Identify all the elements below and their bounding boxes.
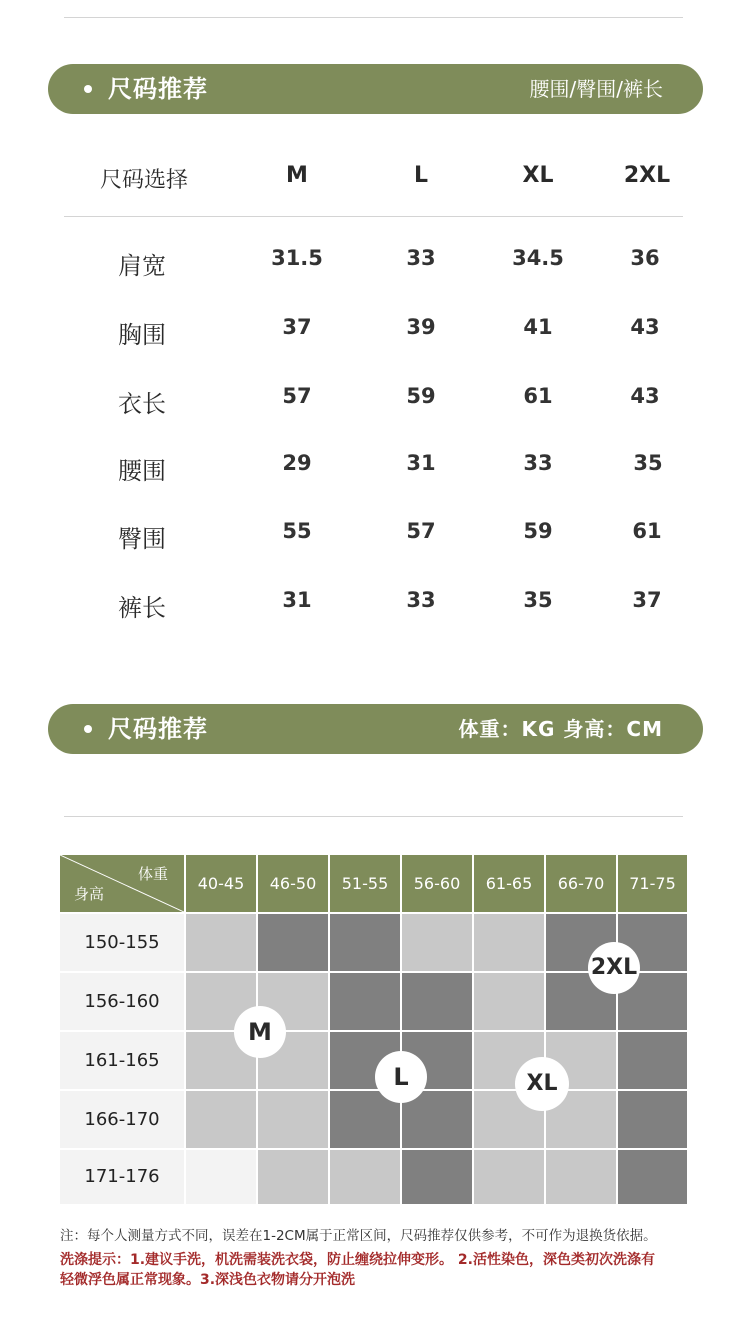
row-value: 37 (632, 588, 662, 612)
row-value: 57 (406, 519, 436, 543)
weight-col-header: 51-55 (330, 855, 400, 912)
row-value: 33 (406, 588, 436, 612)
measurement-note: 注：每个人测量方式不同，误差在1-2CM属于正常区间，尺码推荐仅供参考，不可作为退换货依据。 (60, 1228, 657, 1244)
row-value: 35 (633, 451, 663, 475)
size-badge-l: L (375, 1051, 427, 1103)
banner-right-text: 体重：KG 身高：CM (458, 717, 663, 741)
grid-cell (186, 914, 256, 971)
row-label: 肩宽 (118, 252, 166, 280)
grid-cell (330, 914, 400, 971)
weight-col-header: 56-60 (402, 855, 472, 912)
row-value: 61 (523, 384, 553, 408)
grid-cell (330, 1150, 400, 1204)
row-label: 胸围 (118, 321, 166, 349)
size-table-divider (64, 216, 683, 217)
row-label: 衣长 (118, 390, 166, 418)
row-value: 59 (523, 519, 553, 543)
table-row (0, 588, 750, 624)
banner-title: 尺码推荐 (108, 75, 208, 103)
banner-right-text: 腰围/臀围/裤长 (529, 77, 663, 101)
row-value: 43 (630, 384, 660, 408)
size-select-label: 尺码选择 (99, 168, 189, 193)
grid-cell (330, 973, 400, 1030)
grid-cell (258, 1091, 328, 1148)
table-row (0, 519, 750, 555)
row-value: 35 (523, 588, 553, 612)
height-row-label: 166-170 (60, 1091, 184, 1148)
corner-weight-label: 体重 (137, 865, 168, 883)
row-value: 36 (630, 246, 660, 270)
size-table-header (0, 163, 750, 203)
row-label: 腰围 (118, 457, 166, 485)
table-row (0, 315, 750, 351)
bullet-dot-icon (84, 725, 92, 733)
weight-col-header: 61-65 (474, 855, 544, 912)
row-value: 59 (406, 384, 436, 408)
grid-cell (402, 1150, 472, 1204)
wash-tips-line-2: 轻微浮色属正常现象。3.深浅色衣物请分开泡洗 (60, 1272, 356, 1288)
weight-col-header: 66-70 (546, 855, 616, 912)
grid-cell (474, 914, 544, 971)
row-value: 57 (282, 384, 312, 408)
grid-cell (402, 914, 472, 971)
size-recommend-banner (48, 64, 703, 114)
banner-title-wrap (108, 704, 208, 754)
height-row-label: 150-155 (60, 914, 184, 971)
grid-corner-header (60, 855, 184, 912)
row-value: 31 (282, 588, 312, 612)
row-value: 55 (282, 519, 312, 543)
banner-title-wrap (108, 64, 208, 114)
row-value: 37 (282, 315, 312, 339)
row-value: 31 (406, 451, 436, 475)
row-value: 31.5 (271, 246, 323, 270)
grid-cell (186, 1091, 256, 1148)
corner-height-label: 身高 (74, 885, 105, 903)
row-value: 61 (632, 519, 662, 543)
grid-cell (402, 973, 472, 1030)
grid-cell (546, 1150, 616, 1204)
weight-col-header: 40-45 (186, 855, 256, 912)
table-row (0, 451, 750, 487)
size-badge-xl: XL (515, 1057, 569, 1111)
weight-col-header: 46-50 (258, 855, 328, 912)
banner-title: 尺码推荐 (108, 715, 208, 743)
weight-col-header: 71-75 (618, 855, 687, 912)
grid-cell (474, 973, 544, 1030)
grid-cell (618, 1091, 687, 1148)
size-col-m: M (286, 163, 308, 188)
height-row-label: 161-165 (60, 1032, 184, 1089)
row-label: 裤长 (118, 594, 166, 622)
height-row-label: 171-176 (60, 1150, 184, 1204)
grid-divider (64, 816, 683, 817)
size-col-2xl: 2XL (623, 163, 671, 188)
row-value: 29 (282, 451, 312, 475)
size-badge-2xl: 2XL (588, 942, 640, 994)
grid-cell (258, 914, 328, 971)
size-col-xl: XL (522, 163, 554, 188)
row-value: 39 (406, 315, 436, 339)
grid-cell (618, 1032, 687, 1089)
row-value: 33 (523, 451, 553, 475)
wash-tips-line-1: 洗涤提示：1.建议手洗，机洗需装洗衣袋，防止缠绕拉伸变形。 2.活性染色，深色类初次洗涤有 (60, 1252, 655, 1268)
size-badge-m: M (234, 1006, 286, 1058)
row-value: 43 (630, 315, 660, 339)
row-value: 33 (406, 246, 436, 270)
row-value: 41 (523, 315, 553, 339)
table-row (0, 246, 750, 282)
size-col-l: L (413, 163, 429, 188)
size-recommend-grid (60, 855, 687, 1204)
size-recommend-banner-2 (48, 704, 703, 754)
bullet-dot-icon (84, 85, 92, 93)
grid-cell (474, 1150, 544, 1204)
grid-cell (618, 1150, 687, 1204)
top-divider (64, 17, 683, 18)
row-value: 34.5 (512, 246, 564, 270)
grid-cell (186, 1150, 256, 1204)
height-row-label: 156-160 (60, 973, 184, 1030)
grid-cell (258, 1150, 328, 1204)
row-label: 臀围 (118, 525, 166, 553)
table-row (0, 384, 750, 420)
